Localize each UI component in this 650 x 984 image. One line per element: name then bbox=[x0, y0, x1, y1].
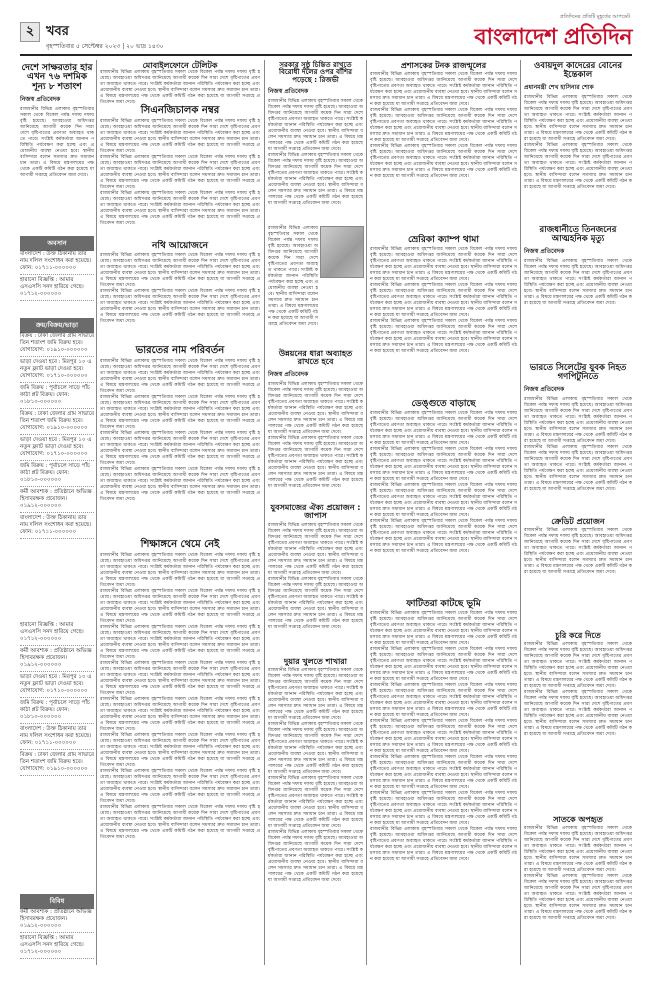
headline: ক্রেডিট প্রয়োজন bbox=[551, 517, 605, 526]
story-doors bbox=[268, 658, 363, 970]
article-body: রাজধানীর বিভিন্ন এলাকায় বৃহস্পতিবার সকাল থেকে বিকেল পর্যন্ত দফায় দফায় বৃষ্টি হয়েছে। আবহাওয়া অধিদপ্তর জানিয়েছে আগামী কয়েক দিন সারা দেশে বৃষ্টিপাতের প্রবণতা অব্যাহত থাকতে পারে। সংশ্লিষ্ট কর্মকর্তারা জানান পরিস্থিতি পর্যবেক্ষণ করা হচ্ছে এবং প্রয়োজনীয় ব্যবস্থা নেওয়া হবে। স্থানীয় বাসিন্দারা বলেন সমস্যার দ্রুত সমাধান চান তারা। এ বিষয়ে মন্ত্রণালয়ের পক্ষ থেকে একটি কমিটি গঠন করা হয়েছে যা আগামী সপ্তাহে প্রতিবেদন জমা দেবে। bbox=[100, 430, 260, 466]
headline: প্রশাসকের টনক রাজন্মূলের bbox=[400, 61, 487, 70]
story-education bbox=[100, 540, 260, 970]
story-three-deaths bbox=[524, 226, 632, 360]
article-body: রাজধানীর বিভিন্ন এলাকায় বৃহস্পতিবার সকাল থেকে বিকেল পর্যন্ত দফায় দফায় বৃষ্টি হয়েছে। আবহাওয়া অধিদপ্তর জানিয়েছে আগামী কয়েক দিন সারা দেশে বৃষ্টিপাতের প্রবণতা অব্যাহত থাকতে পারে। সংশ্লিষ্ট কর্মকর্তারা জানান পরিস্থিতি পর্যবেক্ষণ করা হচ্ছে এবং প্রয়োজনীয় ব্যবস্থা নেওয়া হবে। স্থানীয় বাসিন্দারা বলেন সমস্যার দ্রুত সমাধান চান তারা। এ বিষয়ে মন্ত্রণালয়ের পক্ষ থেকে একটি কমিটি গঠন করা হয়েছে যা আগামী সপ্তাহে প্রতিবেদন জমা দেবে। bbox=[100, 768, 260, 804]
article-body: রাজধানীর বিভিন্ন এলাকায় বৃহস্পতিবার সকাল থেকে বিকেল পর্যন্ত দফায় দফায় বৃষ্টি হয়েছে। আবহাওয়া অধিদপ্তর জানিয়েছে আগামী কয়েক দিন সারা দেশে বৃষ্টিপাতের প্রবণতা অব্যাহত থাকতে পারে। সংশ্লিষ্ট কর্মকর্তারা জানান পরিস্থিতি পর্যবেক্ষণ করা হচ্ছে এবং প্রয়োজনীয় ব্যবস্থা নেওয়া হবে। স্থানীয় বাসিন্দারা বলেন সমস্যার দ্রুত সমাধান চান তারা। এ বিষয়ে মন্ত্রণালয়ের পক্ষ থেকে একটি কমিটি গঠন করা হয়েছে যা আগামী সপ্তাহে প্রতিবেদন জমা দেবে। bbox=[370, 791, 517, 827]
article-body: রাজধানীর বিভিন্ন এলাকায় বৃহস্পতিবার সকাল থেকে বিকেল পর্যন্ত দফায় দফায় বৃষ্টি হয়েছে। আবহাওয়া অধিদপ্তর জানিয়েছে আগামী কয়েক দিন সারা দেশে বৃষ্টিপাতের প্রবণতা অব্যাহত থাকতে পারে। সংশ্লিষ্ট কর্মকর্তারা জানান পরিস্থিতি পর্যবেক্ষণ করা হচ্ছে এবং প্রয়োজনীয় ব্যবস্থা নেওয়া হবে। স্থানীয় বাসিন্দারা বলেন সমস্যার দ্রুত সমাধান চান তারা। এ বিষয়ে মন্ত্রণালয়ের পক্ষ থেকে একটি কমিটি গঠন করা হয়েছে যা আগামী সপ্তাহে প্রতিবেদন জমা দেবে। bbox=[524, 444, 632, 492]
article-body: রাজধানীর বিভিন্ন এলাকায় বৃহস্পতিবার সকাল থেকে বিকেল পর্যন্ত দফায় দফায় বৃষ্টি হয়েছে। আবহাওয়া অধিদপ্তর জানিয়েছে আগামী কয়েক দিন সারা দেশে বৃষ্টিপাতের প্রবণতা অব্যাহত থাকতে পারে। সংশ্লিষ্ট কর্মকর্তারা জানান পরিস্থিতি পর্যবেক্ষণ করা হচ্ছে এবং প্রয়োজনীয় ব্যবস্থা নেওয়া হবে। স্থানীয় বাসিন্দারা বলেন সমস্যার দ্রুত সমাধান চান তারা। এ বিষয়ে মন্ত্রণালয়ের পক্ষ থেকে একটি কমিটি গঠন করা হয়েছে যা আগামী সপ্তাহে প্রতিবেদন জমা দেবে। bbox=[100, 358, 260, 394]
classified-header: বিবিধ bbox=[20, 894, 94, 909]
article-body: রাজধানীর বিভিন্ন এলাকায় বৃহস্পতিবার সকাল থেকে বিকেল পর্যন্ত দফায় দফায় বৃষ্টি হয়েছে। আবহাওয়া অধিদপ্তর জানিয়েছে আগামী কয়েক দিন সারা দেশে বৃষ্টিপাতের প্রবণতা অব্যাহত থাকতে পারে। সংশ্লিষ্ট কর্মকর্তারা জানান পরিস্থিতি পর্যবেক্ষণ করা হচ্ছে এবং প্রয়োজনীয় ব্যবস্থা নেওয়া হবে। স্থানীয় বাসিন্দারা বলেন সমস্যার দ্রুত সমাধান চান তারা। এ বিষয়ে মন্ত্রণালয়ের পক্ষ থেকে একটি কমিটি গঠন করা হয়েছে যা আগামী সপ্তাহে প্রতিবেদন জমা দেবে। bbox=[524, 528, 632, 576]
column-divider bbox=[366, 60, 367, 965]
classified-ad: জমি বিক্রয় : পূর্বাচলে সাড়ে পাঁচ কাঠা প্লট বিক্রয়। ফোন: ০১৮১০-০০০০০০ bbox=[20, 385, 94, 409]
article-body: রাজধানীর বিভিন্ন এলাকায় বৃহস্পতিবার সকাল থেকে বিকেল পর্যন্ত দফায় দফায় বৃষ্টি হয়েছে। আবহাওয়া অধিদপ্তর জানিয়েছে আগামী কয়েক দিন সারা দেশে বৃষ্টিপাতের প্রবণতা অব্যাহত থাকতে পারে। সংশ্লিষ্ট কর্মকর্তারা জানান পরিস্থিতি পর্যবেক্ষণ করা হচ্ছে এবং প্রয়োজনীয় ব্যবস্থা নেওয়া হবে। স্থানীয় বাসিন্দারা বলেন সমস্যার দ্রুত সমাধান চান তারা। এ বিষয়ে মন্ত্রণালয়ের পক্ষ থেকে একটি কমিটি গঠন করা হয়েছে যা আগামী সপ্তাহে প্রতিবেদন জমা দেবে। bbox=[100, 660, 260, 696]
article-body: রাজধানীর বিভিন্ন এলাকায় বৃহস্পতিবার সকাল থেকে বিকেল পর্যন্ত দফায় দফায় বৃষ্টি হয়েছে। আবহাওয়া অধিদপ্তর জানিয়েছে আগামী কয়েক দিন সারা দেশে বৃষ্টিপাতের প্রবণতা অব্যাহত থাকতে পারে। সংশ্লিষ্ট কর্মকর্তারা জানান পরিস্থিতি পর্যবেক্ষণ করা হচ্ছে এবং প্রয়োজনীয় ব্যবস্থা নেওয়া হবে। স্থানীয় বাসিন্দারা বলেন সমস্যার দ্রুত সমাধান চান তারা। এ বিষয়ে মন্ত্রণালয়ের পক্ষ থেকে একটি কমিটি গঠন করা হয়েছে যা আগামী সপ্তাহে প্রতিবেদন জমা দেবে। bbox=[370, 827, 517, 863]
article-body: রাজধানীর বিভিন্ন এলাকায় বৃহস্পতিবার সকাল থেকে বিকেল পর্যন্ত দফায় দফায় বৃষ্টি হয়েছে। আবহাওয়া অধিদপ্তর জানিয়েছে আগামী কয়েক দিন সারা দেশে বৃষ্টিপাতের প্রবণতা অব্যাহত থাকতে পারে। সংশ্লিষ্ট কর্মকর্তারা জানান পরিস্থিতি পর্যবেক্ষণ করা হচ্ছে এবং প্রয়োজনীয় ব্যবস্থা নেওয়া হবে। স্থানীয় বাসিন্দারা বলেন সমস্যার দ্রুত সমাধান চান তারা। এ বিষয়ে মন্ত্রণালয়ের পক্ষ থেকে একটি কমিটি গঠন করা হয়েছে যা আগামী সপ্তাহে প্রতিবেদন জমা দেবে। bbox=[100, 624, 260, 660]
headline: সরকার সুষ্ঠু চিন্তিত রাখতে বিরোধী দলের ওপর বাঁশির পড়েছে : রিজভী bbox=[278, 61, 353, 84]
column-divider bbox=[96, 60, 97, 965]
story-admin bbox=[370, 62, 517, 232]
story-development bbox=[268, 350, 363, 500]
classified-ad: হারানো বিজ্ঞপ্তি : আমার এসএসসি সনদ হারিয়ে গেছে। ০১৭১২-০০০০০০ bbox=[20, 277, 94, 301]
article-body: রাজধানীর বিভিন্ন এলাকায় বৃহস্পতিবার সকাল থেকে বিকেল পর্যন্ত দফায় দফায় বৃষ্টি হয়েছে। আবহাওয়া অধিদপ্তর জানিয়েছে আগামী কয়েক দিন সারা দেশে বৃষ্টিপাতের প্রবণতা অব্যাহত থাকতে পারে। সংশ্লিষ্ট কর্মকর্তারা জানান পরিস্থিতি পর্যবেক্ষণ করা হচ্ছে এবং প্রয়োজনীয় ব্যবস্থা নেওয়া হবে। স্থানীয় বাসিন্দারা বলেন সমস্যার দ্রুত সমাধান চান তারা। এ বিষয়ে মন্ত্রণালয়ের পক্ষ থেকে একটি কমিটি গঠন করা হয়েছে যা আগামী সপ্তাহে প্রতিবেদন জমা দেবে। bbox=[370, 611, 517, 647]
headline: চুরি করে দিতে bbox=[555, 631, 601, 640]
brand-logo: বাংলাদেশ প্রতিদিন bbox=[474, 24, 632, 50]
headline: সিএনজিচালক নম্বর bbox=[140, 105, 220, 116]
article-body: রাজধানীর বিভিন্ন এলাকায় বৃহস্পতিবার সকাল থেকে বিকেল পর্যন্ত দফায় দফায় বৃষ্টি হয়েছে। আবহাওয়া অধিদপ্তর জানিয়েছে আগামী কয়েক দিন সারা দেশে বৃষ্টিপাতের প্রবণতা অব্যাহত থাকতে পারে। সংশ্লিষ্ট কর্মকর্তারা জানান পরিস্থিতি পর্যবেক্ষণ করা হচ্ছে এবং প্রয়োজনীয় ব্যবস্থা নেওয়া হবে। স্থানীয় বাসিন্দারা বলেন সমস্যার দ্রুত সমাধান চান তারা। এ বিষয়ে মন্ত্রণালয়ের পক্ষ থেকে একটি কমিটি গঠন করা হয়েছে যা আগামী সপ্তাহে প্রতিবেদন জমা দেবে। bbox=[370, 719, 517, 755]
classified-ad: কর্মী আবশ্যক : প্রতিষ্ঠানে অভিজ্ঞ হিসাবরক্ষক প্রয়োজন। ০১৯১২-০০০০০০ bbox=[20, 489, 94, 513]
classified-ad: বাংলাদেশ : উক্ত ঠিকানায় তার নাম দলিল সংশোধন করা হয়েছে। ফোন: ০১৭১১-০০০০০০ bbox=[20, 726, 94, 750]
article-body: রাজধানীর বিভিন্ন এলাকায় বৃহস্পতিবার সকাল থেকে বিকেল পর্যন্ত দফায় দফায় বৃষ্টি হয়েছে। আবহাওয়া অধিদপ্তর জানিয়েছে আগামী কয়েক দিন সারা দেশে বৃষ্টিপাতের প্রবণতা অব্যাহত থাকতে পারে। সংশ্লিষ্ট কর্মকর্তারা জানান পরিস্থিতি পর্যবেক্ষণ করা হচ্ছে এবং প্রয়োজনীয় ব্যবস্থা নেওয়া হবে। স্থানীয় বাসিন্দারা বলেন সমস্যার দ্রুত সমাধান চান তারা। এ বিষয়ে মন্ত্রণালয়ের পক্ষ থেকে একটি কমিটি গঠন করা হয়েছে যা আগামী সপ্তাহে প্রতিবেদন জমা দেবে। bbox=[268, 226, 318, 327]
article-body: রাজধানীর বিভিন্ন এলাকায় বৃহস্পতিবার সকাল থেকে বিকেল পর্যন্ত দফায় দফায় বৃষ্টি হয়েছে। আবহাওয়া অধিদপ্তর জানিয়েছে আগামী কয়েক দিন সারা দেশে বৃষ্টিপাতের প্রবণতা অব্যাহত থাকতে পারে। সংশ্লিষ্ট কর্মকর্তারা জানান পরিস্থিতি পর্যবেক্ষণ করা হচ্ছে এবং প্রয়োজনীয় ব্যবস্থা নেওয়া হবে। স্থানীয় বাসিন্দারা বলেন সমস্যার দ্রুত সমাধান চান তারা। এ বিষয়ে মন্ত্রণালয়ের পক্ষ থেকে একটি কমিটি গঠন করা হয়েছে যা আগামী সপ্তাহে প্রতিবেদন জমা দেবে। bbox=[100, 466, 260, 502]
story-youth bbox=[268, 504, 363, 654]
story-rizvi bbox=[268, 62, 363, 222]
headline: দুয়ার খুলতে শাখারা bbox=[284, 657, 347, 666]
classified-ad: জমি বিক্রয় : পূর্বাচলে সাড়ে পাঁচ কাঠা প্লট বিক্রয়। ফোন: ০১৮১০-০০০০০০ bbox=[20, 700, 94, 724]
headline: ভারতে সিলেটের যুবক নিহত গণপিটুনিতে bbox=[529, 363, 627, 382]
article-body: রাজধানীর বিভিন্ন এলাকায় বৃহস্পতিবার সকাল থেকে বিকেল পর্যন্ত দফায় দফায় বৃষ্টি হয়েছে। আবহাওয়া অধিদপ্তর জানিয়েছে আগামী কয়েক দিন সারা দেশে বৃষ্টিপাতের প্রবণতা অব্যাহত থাকতে পারে। সংশ্লিষ্ট কর্মকর্তারা জানান পরিস্থিতি পর্যবেক্ষণ করা হচ্ছে এবং প্রয়োজনীয় ব্যবস্থা নেওয়া হবে। স্থানীয় বাসিন্দারা বলেন সমস্যার দ্রুত সমাধান চান তারা। এ বিষয়ে মন্ত্রণালয়ের পক্ষ থেকে একটি কমিটি গঠন করা হয়েছে যা আগামী সপ্তাহে প্রতিবেদন জমা দেবে। bbox=[370, 519, 517, 555]
headline: ভ্রেরিকা ক্যাম্প থামা bbox=[408, 235, 479, 245]
article-body: রাজধানীর বিভিন্ন এলাকায় বৃহস্পতিবার সকাল থেকে বিকেল পর্যন্ত দফায় দফায় বৃষ্টি হয়েছে। আবহাওয়া অধিদপ্তর জানিয়েছে আগামী কয়েক দিন সারা দেশে বৃষ্টিপাতের প্রবণতা অব্যাহত থাকতে পারে। সংশ্লিষ্ট কর্মকর্তারা জানান পরিস্থিতি পর্যবেক্ষণ করা হচ্ছে এবং প্রয়োজনীয় ব্যবস্থা নেওয়া হবে। স্থানীয় বাসিন্দারা বলেন সমস্যার দ্রুত সমাধান চান তারা। এ বিষয়ে মন্ত্রণালয়ের পক্ষ থেকে একটি কমিটি গঠন করা হয়েছে যা আগামী সপ্তাহে প্রতিবেদন জমা দেবে। bbox=[524, 396, 632, 444]
classified-ad: কর্মী আবশ্যক : প্রতিষ্ঠানে অভিজ্ঞ হিসাবরক্ষক প্রয়োজন। ০১৯১২-০০০০০০ bbox=[20, 909, 94, 933]
byline: নিজস্ব প্রতিবেদক bbox=[524, 247, 565, 255]
column-divider bbox=[264, 60, 265, 965]
byline: নিজস্ব প্রতিবেদক bbox=[20, 96, 61, 104]
headline: ফাটিতরা কাটছে ভূমি bbox=[406, 599, 481, 609]
classified-ad: বাংলাদেশ : উক্ত ঠিকানায় তার নাম দলিল সংশোধন করা হয়েছে। ফোন: ০১৭১১-০০০০০০ bbox=[20, 515, 94, 539]
story-arrangement bbox=[100, 242, 260, 342]
headline: সাতকে অপহৃত bbox=[553, 815, 603, 824]
byline: নিজস্ব প্রতিবেদক bbox=[268, 88, 309, 96]
headline: ওবায়দুল কাদেরের বোনের ইন্তেকাল bbox=[533, 61, 623, 80]
article-body: রাজধানীর বিভিন্ন এলাকায় বৃহস্পতিবার সকাল থেকে বিকেল পর্যন্ত দফায় দফায় বৃষ্টি হয়েছে। আবহাওয়া অধিদপ্তর জানিয়েছে আগামী কয়েক দিন সারা দেশে বৃষ্টিপাতের প্রবণতা অব্যাহত থাকতে পারে। সংশ্লিষ্ট কর্মকর্তারা জানান পরিস্থিতি পর্যবেক্ষণ করা হচ্ছে এবং প্রয়োজনীয় ব্যবস্থা নেওয়া হবে। স্থানীয় বাসিন্দারা বলেন সমস্যার দ্রুত সমাধান চান তারা। এ বিষয়ে মন্ত্রণালয়ের পক্ষ থেকে একটি কমিটি গঠন করা হয়েছে যা আগামী সপ্তাহে প্রতিবেদন জমা দেবে। bbox=[524, 826, 632, 874]
classified-ad: বিক্রয় : ঢাকা জেলার গ্রাম সাভারে তিন শতাংশ জমি বিক্রয় হবে। যোগাযোগ: ০১৯১০-০০০০০০ bbox=[20, 333, 94, 357]
article-body: রাজধানীর বিভিন্ন এলাকায় বৃহস্পতিবার সকাল থেকে বিকেল পর্যন্ত দফায় দফায় বৃষ্টি হয়েছে। আবহাওয়া অধিদপ্তর জানিয়েছে আগামী কয়েক দিন সারা দেশে বৃষ্টিপাতের প্রবণতা অব্যাহত থাকতে পারে। সংশ্লিষ্ট কর্মকর্তারা জানান পরিস্থিতি পর্যবেক্ষণ করা হচ্ছে এবং প্রয়োজনীয় ব্যবস্থা নেওয়া হবে। স্থানীয় বাসিন্দারা বলেন সমস্যার দ্রুত সমাধান চান তারা। এ বিষয়ে মন্ত্রণালয়ের পক্ষ থেকে একটি কমিটি গঠন করা হয়েছে যা আগামী সপ্তাহে প্রতিবেদন জমা দেবে। bbox=[268, 722, 363, 776]
article-body: রাজধানীর বিভিন্ন এলাকায় বৃহস্পতিবার সকাল থেকে বিকেল পর্যন্ত দফায় দফায় বৃষ্টি হয়েছে। আবহাওয়া অধিদপ্তর জানিয়েছে আগামী কয়েক দিন সারা দেশে বৃষ্টিপাতের প্রবণতা অব্যাহত থাকতে পারে। সংশ্লিষ্ট কর্মকর্তারা জানান পরিস্থিতি পর্যবেক্ষণ করা হচ্ছে এবং প্রয়োজনীয় ব্যবস্থা নেওয়া হবে। স্থানীয় বাসিন্দারা বলেন সমস্যার দ্রুত সমাধান চান তারা। এ বিষয়ে মন্ত্রণালয়ের পক্ষ থেকে একটি কমিটি গঠন করা হয়েছে যা আগামী সপ্তাহে প্রতিবেদন জমা দেবে। bbox=[524, 142, 632, 190]
article-body: রাজধানীর বিভিন্ন এলাকায় বৃহস্পতিবার সকাল থেকে বিকেল পর্যন্ত দফায় দফায় বৃষ্টি হয়েছে। আবহাওয়া অধিদপ্তর জানিয়েছে আগামী কয়েক দিন সারা দেশে বৃষ্টিপাতের প্রবণতা অব্যাহত থাকতে পারে। সংশ্লিষ্ট কর্মকর্তারা জানান পরিস্থিতি পর্যবেক্ষণ করা হচ্ছে এবং প্রয়োজনীয় ব্যবস্থা নেওয়া হবে। স্থানীয় বাসিন্দারা বলেন সমস্যার দ্রুত সমাধান চান তারা। এ বিষয়ে মন্ত্রণালয়ের পক্ষ থেকে একটি কমিটি গঠন করা হয়েছে যা আগামী সপ্তাহে প্রতিবেদন জমা দেবে। bbox=[268, 776, 363, 830]
article-body: রাজধানীর বিভিন্ন এলাকায় বৃহস্পতিবার সকাল থেকে বিকেল পর্যন্ত দফায় দফায় বৃষ্টি হয়েছে। আবহাওয়া অধিদপ্তর জানিয়েছে আগামী কয়েক দিন সারা দেশে বৃষ্টিপাতের প্রবণতা অব্যাহত থাকতে পারে। সংশ্লিষ্ট কর্মকর্তারা জানান পরিস্থিতি পর্যবেক্ষণ করা হচ্ছে এবং প্রয়োজনীয় ব্যবস্থা নেওয়া হবে। স্থানীয় বাসিন্দারা বলেন সমস্যার দ্রুত সমাধান চান তারা। এ বিষয়ে মন্ত্রণালয়ের পক্ষ থেকে একটি কমিটি গঠন করা হয়েছে যা আগামী সপ্তাহে প্রতিবেদন জমা দেবে। bbox=[100, 70, 260, 106]
article-body: রাজধানীর বিভিন্ন এলাকায় বৃহস্পতিবার সকাল থেকে বিকেল পর্যন্ত দফায় দফায় বৃষ্টি হয়েছে। আবহাওয়া অধিদপ্তর জানিয়েছে আগামী কয়েক দিন সারা দেশে বৃষ্টিপাতের প্রবণতা অব্যাহত থাকতে পারে। সংশ্লিষ্ট কর্মকর্তারা জানান পরিস্থিতি পর্যবেক্ষণ করা হচ্ছে এবং প্রয়োজনীয় ব্যবস্থা নেওয়া হবে। স্থানীয় বাসিন্দারা বলেন সমস্যার দ্রুত সমাধান চান তারা। এ বিষয়ে মন্ত্রণালয়ের পক্ষ থেকে একটি কমিটি গঠন করা হয়েছে যা আগামী সপ্তাহে প্রতিবেদন জমা দেবে। bbox=[370, 411, 517, 447]
article-body: রাজধানীর বিভিন্ন এলাকায় বৃহস্পতিবার সকাল থেকে বিকেল পর্যন্ত দফায় দফায় বৃষ্টি হয়েছে। আবহাওয়া অধিদপ্তর জানিয়েছে আগামী কয়েক দিন সারা দেশে বৃষ্টিপাতের প্রবণতা অব্যাহত থাকতে পারে। সংশ্লিষ্ট কর্মকর্তারা জানান পরিস্থিতি পর্যবেক্ষণ করা হচ্ছে এবং প্রয়োজনীয় ব্যবস্থা নেওয়া হবে। স্থানীয় বাসিন্দারা বলেন সমস্যার দ্রুত সমাধান চান তারা। এ বিষয়ে মন্ত্রণালয়ের পক্ষ থেকে একটি কমিটি গঠন করা হয়েছে যা আগামী সপ্তাহে প্রতিবেদন জমা দেবে। bbox=[370, 319, 517, 355]
article-body: রাজধানীর বিভিন্ন এলাকায় বৃহস্পতিবার সকাল থেকে বিকেল পর্যন্ত দফায় দফায় বৃষ্টি হয়েছে। আবহাওয়া অধিদপ্তর জানিয়েছে আগামী কয়েক দিন সারা দেশে বৃষ্টিপাতের প্রবণতা অব্যাহত থাকতে পারে। সংশ্লিষ্ট কর্মকর্তারা জানান পরিস্থিতি পর্যবেক্ষণ করা হচ্ছে এবং প্রয়োজনীয় ব্যবস্থা নেওয়া হবে। স্থানীয় বাসিন্দারা বলেন সমস্যার দ্রুত সমাধান চান তারা। এ বিষয়ে মন্ত্রণালয়ের পক্ষ থেকে একটি কমিটি গঠন করা হয়েছে যা আগামী সপ্তাহে প্রতিবেদন জমা দেবে। bbox=[370, 647, 517, 683]
dateline: বৃহস্পতিবার ৫ সেপ্টেম্বর ২০২৩ | ২০ ভাদ্র ১৪৩০ bbox=[46, 43, 164, 50]
classified-ad: জমি বিক্রয় : পূর্বাচলে সাড়ে পাঁচ কাঠা প্লট বিক্রয়। ফোন: ০১৮১০-০০০০০০ bbox=[20, 463, 94, 487]
byline: প্রধানমন্ত্রী শেখ হাসিনার শোক bbox=[524, 83, 594, 91]
portrait-photo bbox=[320, 226, 364, 278]
article-body: রাজধানীর বিভিন্ন এলাকায় বৃহস্পতিবার সকাল থেকে বিকেল পর্যন্ত দফায় দফায় বৃষ্টি হয়েছে। আবহাওয়া অধিদপ্তর জানিয়েছে আগামী কয়েক দিন সারা দেশে বৃষ্টিপাতের প্রবণতা অব্যাহত থাকতে পারে। সংশ্লিষ্ট কর্মকর্তারা জানান পরিস্থিতি পর্যবেক্ষণ করা হচ্ছে এবং প্রয়োজনীয় ব্যবস্থা নেওয়া হবে। স্থানীয় বাসিন্দারা বলেন সমস্যার দ্রুত সমাধান চান তারা। এ বিষয়ে মন্ত্রণালয়ের পক্ষ থেকে একটি কমিটি গঠন করা হয়েছে যা আগামী সপ্তাহে প্রতিবেদন জমা দেবে। bbox=[524, 874, 632, 922]
headline: নথি আয়োজনে bbox=[152, 241, 208, 251]
article-body: রাজধানীর বিভিন্ন এলাকায় বৃহস্পতিবার সকাল থেকে বিকেল পর্যন্ত দফায় দফায় বৃষ্টি হয়েছে। আবহাওয়া অধিদপ্তর জানিয়েছে আগামী কয়েক দিন সারা দেশে বৃষ্টিপাতের প্রবণতা অব্যাহত থাকতে পারে। সংশ্লিষ্ট কর্মকর্তারা জানান পরিস্থিতি পর্যবেক্ষণ করা হচ্ছে এবং প্রয়োজনীয় ব্যবস্থা নেওয়া হবে। স্থানীয় বাসিন্দারা বলেন সমস্যার দ্রুত সমাধান চান তারা। এ বিষয়ে মন্ত্রণালয়ের পক্ষ থেকে একটি কমিটি গঠন করা হয়েছে যা আগামী সপ্তাহে প্রতিবেদন জমা দেবে। bbox=[100, 732, 260, 768]
headline: শিক্ষাঙ্গনে থেমে নেই bbox=[140, 539, 220, 550]
article-body: রাজধানীর বিভিন্ন এলাকায় বৃহস্পতিবার সকাল থেকে বিকেল পর্যন্ত দফায় দফায় বৃষ্টি হয়েছে। আবহাওয়া অধিদপ্তর জানিয়েছে আগামী কয়েক দিন সারা দেশে বৃষ্টিপাতের প্রবণতা অব্যাহত থাকতে পারে। সংশ্লিষ্ট কর্মকর্তারা জানান পরিস্থিতি পর্যবেক্ষণ করা হচ্ছে এবং প্রয়োজনীয় ব্যবস্থা নেওয়া হবে। স্থানীয় বাসিন্দারা বলেন সমস্যার দ্রুত সমাধান চান তারা। এ বিষয়ে মন্ত্রণালয়ের পক্ষ থেকে একটি কমিটি গঠন করা হয়েছে যা আগামী সপ্তাহে প্রতিবেদন জমা দেবে। bbox=[268, 99, 363, 153]
article-body: রাজধানীর বিভিন্ন এলাকায় বৃহস্পতিবার সকাল থেকে বিকেল পর্যন্ত দফায় দফায় বৃষ্টি হয়েছে। আবহাওয়া অধিদপ্তর জানিয়েছে আগামী কয়েক দিন সারা দেশে বৃষ্টিপাতের প্রবণতা অব্যাহত থাকতে পারে। সংশ্লিষ্ট কর্মকর্তারা জানান পরিস্থিতি পর্যবেক্ষণ করা হচ্ছে এবং প্রয়োজনীয় ব্যবস্থা নেওয়া হবে। স্থানীয় বাসিন্দারা বলেন সমস্যার দ্রুত সমাধান চান তারা। এ বিষয়ে মন্ত্রণালয়ের পক্ষ থেকে একটি কমিটি গঠন করা হয়েছে যা আগামী সপ্তাহে প্রতিবেদন জমা দেবে। bbox=[524, 642, 632, 690]
article-body: রাজধানীর বিভিন্ন এলাকায় বৃহস্পতিবার সকাল থেকে বিকেল পর্যন্ত দফায় দফায় বৃষ্টি হয়েছে। আবহাওয়া অধিদপ্তর জানিয়েছে আগামী কয়েক দিন সারা দেশে বৃষ্টিপাতের প্রবণতা অব্যাহত থাকতে পারে। সংশ্লিষ্ট কর্মকর্তারা জানান পরিস্থিতি পর্যবেক্ষণ করা হচ্ছে এবং প্রয়োজনীয় ব্যবস্থা নেওয়া হবে। স্থানীয় বাসিন্দারা বলেন সমস্যার দ্রুত সমাধান চান তারা। এ বিষয়ে মন্ত্রণালয়ের পক্ষ থেকে একটি কমিটি গঠন করা হয়েছে যা আগামী সপ্তাহে প্রতিবেদন জমা দেবে। bbox=[100, 394, 260, 430]
story-teletalk bbox=[100, 61, 260, 106]
article-body: রাজধানীর বিভিন্ন এলাকায় বৃহস্পতিবার সকাল থেকে বিকেল পর্যন্ত দফায় দফায় বৃষ্টি হয়েছে। আবহাওয়া অধিদপ্তর জানিয়েছে আগামী কয়েক দিন সারা দেশে বৃষ্টিপাতের প্রবণতা অব্যাহত থাকতে পারে। সংশ্লিষ্ট কর্মকর্তারা জানান পরিস্থিতি পর্যবেক্ষণ করা হচ্ছে এবং প্রয়োজনীয় ব্যবস্থা নেওয়া হবে। স্থানীয় বাসিন্দারা বলেন সমস্যার দ্রুত সমাধান চান তারা। এ বিষয়ে মন্ত্রণালয়ের পক্ষ থেকে একটি কমিটি গঠন করা হয়েছে যা আগামী সপ্তাহে প্রতিবেদন জমা দেবে। bbox=[370, 72, 517, 108]
story-india-name bbox=[100, 346, 260, 536]
headline: ডেঙ্গুতে বাড়াছে bbox=[411, 399, 476, 409]
story-camp bbox=[370, 236, 517, 396]
article-body: রাজধানীর বিভিন্ন এলাকায় বৃহস্পতিবার সকাল থেকে বিকেল পর্যন্ত দফায় দফায় বৃষ্টি হয়েছে। আবহাওয়া অধিদপ্তর জানিয়েছে আগামী কয়েক দিন সারা দেশে বৃষ্টিপাতের প্রবণতা অব্যাহত থাকতে পারে। সংশ্লিষ্ট কর্মকর্তারা জানান পরিস্থিতি পর্যবেক্ষণ করা হচ্ছে এবং প্রয়োজনীয় ব্যবস্থা নেওয়া হবে। স্থানীয় বাসিন্দারা বলেন সমস্যার দ্রুত সমাধান চান তারা। এ বিষয়ে মন্ত্রণালয়ের পক্ষ থেকে একটি কমিটি গঠন করা হয়েছে যা আগামী সপ্তাহে প্রতিবেদন জমা দেবে। bbox=[370, 683, 517, 719]
story-kidnap bbox=[524, 816, 632, 970]
story-sylhet-youth bbox=[524, 364, 632, 514]
article-body: রাজধানীর বিভিন্ন এলাকায় বৃহস্পতিবার সকাল থেকে বিকেল পর্যন্ত দফায় দফায় বৃষ্টি হয়েছে। আবহাওয়া অধিদপ্তর জানিয়েছে আগামী কয়েক দিন সারা দেশে বৃষ্টিপাতের প্রবণতা অব্যাহত থাকতে পারে। সংশ্লিষ্ট কর্মকর্তারা জানান পরিস্থিতি পর্যবেক্ষণ করা হচ্ছে এবং প্রয়োজনীয় ব্যবস্থা নেওয়া হবে। স্থানীয় বাসিন্দারা বলেন সমস্যার দ্রুত সমাধান চান তারা। এ বিষয়ে মন্ত্রণালয়ের পক্ষ থেকে একটি কমিটি গঠন করা হয়েছে যা আগামী সপ্তাহে প্রতিবেদন জমা দেবে। bbox=[268, 435, 363, 489]
classified-ad: ভাড়া দেওয়া হবে : মিরপুর ১০ এ নতুন ফ্ল্যাট ভাড়া দেওয়া হবে। যোগাযোগ: ০১৭১০-০০০০০০ bbox=[20, 437, 94, 461]
classified-section-1 bbox=[20, 236, 94, 316]
article-body: রাজধানীর বিভিন্ন এলাকায় বৃহস্পতিবার সকাল থেকে বিকেল পর্যন্ত দফায় দফায় বৃষ্টি হয়েছে। আবহাওয়া অধিদপ্তর জানিয়েছে আগামী কয়েক দিন সারা দেশে বৃষ্টিপাতের প্রবণতা অব্যাহত থাকতে পারে। সংশ্লিষ্ট কর্মকর্তারা জানান পরিস্থিতি পর্যবেক্ষণ করা হচ্ছে এবং প্রয়োজনীয় ব্যবস্থা নেওয়া হবে। স্থানীয় বাসিন্দারা বলেন সমস্যার দ্রুত সমাধান চান তারা। এ বিষয়ে মন্ত্রণালয়ের পক্ষ থেকে একটি কমিটি গঠন করা হয়েছে যা আগামী সপ্তাহে প্রতিবেদন জমা দেবে। bbox=[100, 588, 260, 624]
article-body: রাজধানীর বিভিন্ন এলাকায় বৃহস্পতিবার সকাল থেকে বিকেল পর্যন্ত দফায় দফায় বৃষ্টি হয়েছে। আবহাওয়া অধিদপ্তর জানিয়েছে আগামী কয়েক দিন সারা দেশে বৃষ্টিপাতের প্রবণতা অব্যাহত থাকতে পারে। সংশ্লিষ্ট কর্মকর্তারা জানান পরিস্থিতি পর্যবেক্ষণ করা হচ্ছে এবং প্রয়োজনীয় ব্যবস্থা নেওয়া হবে। স্থানীয় বাসিন্দারা বলেন সমস্যার দ্রুত সমাধান চান তারা। এ বিষয়ে মন্ত্রণালয়ের পক্ষ থেকে একটি কমিটি গঠন করা হয়েছে যা আগামী সপ্তাহে প্রতিবেদন জমা দেবে। bbox=[370, 247, 517, 283]
article-body: রাজধানীর বিভিন্ন এলাকায় বৃহস্পতিবার সকাল থেকে বিকেল পর্যন্ত দফায় দফায় বৃষ্টি হয়েছে। আবহাওয়া অধিদপ্তর জানিয়েছে আগামী কয়েক দিন সারা দেশে বৃষ্টিপাতের প্রবণতা অব্যাহত থাকতে পারে। সংশ্লিষ্ট কর্মকর্তারা জানান পরিস্থিতি পর্যবেক্ষণ করা হচ্ছে এবং প্রয়োজনীয় ব্যবস্থা নেওয়া হবে। স্থানীয় বাসিন্দারা বলেন সমস্যার দ্রুত সমাধান চান তারা। এ বিষয়ে মন্ত্রণালয়ের পক্ষ থেকে একটি কমিটি গঠন করা হয়েছে যা আগামী সপ্তাহে প্রতিবেদন জমা দেবে। bbox=[100, 154, 260, 190]
article-body: রাজধানীর বিভিন্ন এলাকায় বৃহস্পতিবার সকাল থেকে বিকেল পর্যন্ত দফায় দফায় বৃষ্টি হয়েছে। আবহাওয়া অধিদপ্তর জানিয়েছে আগামী কয়েক দিন সারা দেশে বৃষ্টিপাতের প্রবণতা অব্যাহত থাকতে পারে। সংশ্লিষ্ট কর্মকর্তারা জানান পরিস্থিতি পর্যবেক্ষণ করা হচ্ছে এবং প্রয়োজনীয় ব্যবস্থা নেওয়া হবে। স্থানীয় বাসিন্দারা বলেন সমস্যার দ্রুত সমাধান চান তারা। এ বিষয়ে মন্ত্রণালয়ের পক্ষ থেকে একটি কমিটি গঠন করা হয়েছে যা আগামী সপ্তাহে প্রতিবেদন জমা দেবে। bbox=[100, 696, 260, 732]
classified-ad: হারানো বিজ্ঞপ্তি : আমার এসএসসি সনদ হারিয়ে গেছে। ০১৭১২-০০০০০০ bbox=[20, 622, 94, 646]
article-body: রাজধানীর বিভিন্ন এলাকায় বৃহস্পতিবার সকাল থেকে বিকেল পর্যন্ত দফায় দফায় বৃষ্টি হয়েছে। আবহাওয়া অধিদপ্তর জানিয়েছে আগামী কয়েক দিন সারা দেশে বৃষ্টিপাতের প্রবণতা অব্যাহত থাকতে পারে। সংশ্লিষ্ট কর্মকর্তারা জানান পরিস্থিতি পর্যবেক্ষণ করা হচ্ছে এবং প্রয়োজনীয় ব্যবস্থা নেওয়া হবে। স্থানীয় বাসিন্দারা বলেন সমস্যার দ্রুত সমাধান চান তারা। এ বিষয়ে মন্ত্রণালয়ের পক্ষ থেকে একটি কমিটি গঠন করা হয়েছে যা আগামী সপ্তাহে প্রতিবেদন জমা দেবে। bbox=[268, 381, 363, 435]
classified-ad: হারানো বিজ্ঞপ্তি : আমার এসএসসি সনদ হারিয়ে গেছে। ০১৭১২-০০০০০০ bbox=[20, 935, 94, 959]
classified-ad: ভাড়া দেওয়া হবে : মিরপুর ১০ এ নতুন ফ্ল্যাট ভাড়া দেওয়া হবে। যোগাযোগ: ০১৭১০-০০০০০০ bbox=[20, 359, 94, 383]
article-body: রাজধানীর বিভিন্ন এলাকায় বৃহস্পতিবার সকাল থেকে বিকেল পর্যন্ত দফায় দফায় বৃষ্টি হয়েছে। আবহাওয়া অধিদপ্তর জানিয়েছে আগামী কয়েক দিন সারা দেশে বৃষ্টিপাতের প্রবণতা অব্যাহত থাকতে পারে। সংশ্লিষ্ট কর্মকর্তারা জানান পরিস্থিতি পর্যবেক্ষণ করা হচ্ছে এবং প্রয়োজনীয় ব্যবস্থা নেওয়া হবে। স্থানীয় বাসিন্দারা বলেন সমস্যার দ্রুত সমাধান চান তারা। এ বিষয়ে মন্ত্রণালয়ের পক্ষ থেকে একটি কমিটি গঠন করা হয়েছে যা আগামী সপ্তাহে প্রতিবেদন জমা দেবে। bbox=[370, 283, 517, 319]
article-body: রাজধানীর বিভিন্ন এলাকায় বৃহস্পতিবার সকাল থেকে বিকেল পর্যন্ত দফায় দফায় বৃষ্টি হয়েছে। আবহাওয়া অধিদপ্তর জানিয়েছে আগামী কয়েক দিন সারা দেশে বৃষ্টিপাতের প্রবণতা অব্যাহত থাকতে পারে। সংশ্লিষ্ট কর্মকর্তারা জানান পরিস্থিতি পর্যবেক্ষণ করা হচ্ছে এবং প্রয়োজনীয় ব্যবস্থা নেওয়া হবে। স্থানীয় বাসিন্দারা বলেন সমস্যার দ্রুত সমাধান চান তারা। এ বিষয়ে মন্ত্রণালয়ের পক্ষ থেকে একটি কমিটি গঠন করা হয়েছে যা আগামী সপ্তাহে প্রতিবেদন জমা দেবে। bbox=[100, 118, 260, 154]
article-body: রাজধানীর বিভিন্ন এলাকায় বৃহস্পতিবার সকাল থেকে বিকেল পর্যন্ত দফায় দফায় বৃষ্টি হয়েছে। আবহাওয়া অধিদপ্তর জানিয়েছে আগামী কয়েক দিন সারা দেশে বৃষ্টিপাতের প্রবণতা অব্যাহত থাকতে পারে। সংশ্লিষ্ট কর্মকর্তারা জানান পরিস্থিতি পর্যবেক্ষণ করা হচ্ছে এবং প্রয়োজনীয় ব্যবস্থা নেওয়া হবে। স্থানীয় বাসিন্দারা বলেন সমস্যার দ্রুত সমাধান চান তারা। এ বিষয়ে মন্ত্রণালয়ের পক্ষ থেকে একটি কমিটি গঠন করা হয়েছে যা আগামী সপ্তাহে প্রতিবেদন জমা দেবে। bbox=[100, 289, 260, 325]
section-title: খবর bbox=[46, 24, 69, 39]
story-dengue bbox=[370, 400, 517, 595]
column-divider bbox=[520, 60, 521, 965]
article-body: রাজধানীর বিভিন্ন এলাকায় বৃহস্পতিবার সকাল থেকে বিকেল পর্যন্ত দফায় দফায় বৃষ্টি হয়েছে। আবহাওয়া অধিদপ্তর জানিয়েছে আগামী কয়েক দিন সারা দেশে বৃষ্টিপাতের প্রবণতা অব্যাহত থাকতে পারে। সংশ্লিষ্ট কর্মকর্তারা জানান পরিস্থিতি পর্যবেক্ষণ করা হচ্ছে এবং প্রয়োজনীয় ব্যবস্থা নেওয়া হবে। স্থানীয় বাসিন্দারা বলেন সমস্যার দ্রুত সমাধান চান তারা। এ বিষয়ে মন্ত্রণালয়ের পক্ষ থেকে একটি কমিটি গঠন করা হয়েছে যা আগামী সপ্তাহে প্রতিবেদন জমা দেবে। bbox=[100, 253, 260, 289]
article-body: রাজধানীর বিভিন্ন এলাকায় বৃহস্পতিবার সকাল থেকে বিকেল পর্যন্ত দফায় দফায় বৃষ্টি হয়েছে। আবহাওয়া অধিদপ্তর জানিয়েছে আগামী কয়েক দিন সারা দেশে বৃষ্টিপাতের প্রবণতা অব্যাহত থাকতে পারে। সংশ্লিষ্ট কর্মকর্তারা জানান পরিস্থিতি পর্যবেক্ষণ করা হচ্ছে এবং প্রয়োজনীয় ব্যবস্থা নেওয়া হবে। স্থানীয় বাসিন্দারা বলেন সমস্যার দ্রুত সমাধান চান তারা। এ বিষয়ে মন্ত্রণালয়ের পক্ষ থেকে একটি কমিটি গঠন করা হয়েছে যা আগামী সপ্তাহে প্রতিবেদন জমা দেবে। bbox=[100, 804, 260, 840]
headline: রাজধানীতে তিনজনের আত্মহনিক মৃত্যু bbox=[539, 225, 617, 244]
story-cng bbox=[100, 106, 260, 238]
byline: নিজস্ব প্রতিবেদক bbox=[524, 385, 565, 393]
article-body: রাজধানীর বিভিন্ন এলাকায় বৃহস্পতিবার সকাল থেকে বিকেল পর্যন্ত দফায় দফায় বৃষ্টি হয়েছে। আবহাওয়া অধিদপ্তর জানিয়েছে আগামী কয়েক দিন সারা দেশে বৃষ্টিপাতের প্রবণতা অব্যাহত থাকতে পারে। সংশ্লিষ্ট কর্মকর্তারা জানান পরিস্থিতি পর্যবেক্ষণ করা হচ্ছে এবং প্রয়োজনীয় ব্যবস্থা নেওয়া হবে। স্থানীয় বাসিন্দারা বলেন সমস্যার দ্রুত সমাধান চান তারা। এ বিষয়ে মন্ত্রণালয়ের পক্ষ থেকে একটি কমিটি গঠন করা হয়েছে যা আগামী সপ্তাহে প্রতিবেদন জমা দেবে। bbox=[524, 94, 632, 142]
classified-section-2 bbox=[20, 318, 94, 618]
article-body: রাজধানীর বিভিন্ন এলাকায় বৃহস্পতিবার সকাল থেকে বিকেল পর্যন্ত দফায় দফায় বৃষ্টি হয়েছে। আবহাওয়া অধিদপ্তর জানিয়েছে আগামী কয়েক দিন সারা দেশে বৃষ্টিপাতের প্রবণতা অব্যাহত থাকতে পারে। সংশ্লিষ্ট কর্মকর্তারা জানান পরিস্থিতি পর্যবেক্ষণ করা হচ্ছে এবং প্রয়োজনীয় ব্যবস্থা নেওয়া হবে। স্থানীয় বাসিন্দারা বলেন সমস্যার দ্রুত সমাধান চান তারা। এ বিষয়ে মন্ত্রণালয়ের পক্ষ থেকে একটি কমিটি গঠন করা হয়েছে যা আগামী সপ্তাহে প্রতিবেদন জমা দেবে। bbox=[370, 755, 517, 791]
article-body: রাজধানীর বিভিন্ন এলাকায় বৃহস্পতিবার সকাল থেকে বিকেল পর্যন্ত দফায় দফায় বৃষ্টি হয়েছে। আবহাওয়া অধিদপ্তর জানিয়েছে আগামী কয়েক দিন সারা দেশে বৃষ্টিপাতের প্রবণতা অব্যাহত থাকতে পারে। সংশ্লিষ্ট কর্মকর্তারা জানান পরিস্থিতি পর্যবেক্ষণ করা হচ্ছে এবং প্রয়োজনীয় ব্যবস্থা নেওয়া হবে। স্থানীয় বাসিন্দারা বলেন সমস্যার দ্রুত সমাধান চান তারা। এ বিষয়ে মন্ত্রণালয়ের পক্ষ থেকে একটি কমিটি গঠন করা হয়েছে যা আগামী সপ্তাহে প্রতিবেদন জমা দেবে। bbox=[524, 690, 632, 738]
classified-ad: বাংলাদেশ : উক্ত ঠিকানায় তার নাম দলিল সংশোধন করা হয়েছে। ফোন: ০১৭১১-০০০০০০ bbox=[20, 251, 94, 275]
headline: দেশে সাক্ষরতার হার এখন ৭৬ দশমিক শূন্য ৮ শতাংশ bbox=[21, 63, 93, 92]
classified-ad: বিক্রয় : ঢাকা জেলার গ্রাম সাভারে তিন শতাংশ জমি বিক্রয় হবে। যোগাযোগ: ০১৯১০-০০০০০০ bbox=[20, 411, 94, 435]
classified-section-3 bbox=[20, 622, 94, 892]
article-body: রাজধানীর বিভিন্ন এলাকায় বৃহস্পতিবার সকাল থেকে বিকেল পর্যন্ত দফায় দফায় বৃষ্টি হয়েছে। আবহাওয়া অধিদপ্তর জানিয়েছে আগামী কয়েক দিন সারা দেশে বৃষ্টিপাতের প্রবণতা অব্যাহত থাকতে পারে। সংশ্লিষ্ট কর্মকর্তারা জানান পরিস্থিতি পর্যবেক্ষণ করা হচ্ছে এবং প্রয়োজনীয় ব্যবস্থা নেওয়া হবে। স্থানীয় বাসিন্দারা বলেন সমস্যার দ্রুত সমাধান চান তারা। এ বিষয়ে মন্ত্রণালয়ের পক্ষ থেকে একটি কমিটি গঠন করা হয়েছে যা আগামী সপ্তাহে প্রতিবেদন জমা দেবে। bbox=[100, 552, 260, 588]
masthead bbox=[20, 14, 632, 56]
article-body: রাজধানীর বিভিন্ন এলাকায় বৃহস্পতিবার সকাল থেকে বিকেল পর্যন্ত দফায় দফায় বৃষ্টি হয়েছে। আবহাওয়া অধিদপ্তর জানিয়েছে আগামী কয়েক দিন সারা দেশে বৃষ্টিপাতের প্রবণতা অব্যাহত থাকতে পারে। সংশ্লিষ্ট কর্মকর্তারা জানান পরিস্থিতি পর্যবেক্ষণ করা হচ্ছে এবং প্রয়োজনীয় ব্যবস্থা নেওয়া হবে। স্থানীয় বাসিন্দারা বলেন সমস্যার দ্রুত সমাধান চান তারা। এ বিষয়ে মন্ত্রণালয়ের পক্ষ থেকে একটি কমিটি গঠন করা হয়েছে যা আগামী সপ্তাহে প্রতিবেদন জমা দেবে। bbox=[524, 258, 632, 306]
article-body: রাজধানীর বিভিন্ন এলাকায় বৃহস্পতিবার সকাল থেকে বিকেল পর্যন্ত দফায় দফায় বৃষ্টি হয়েছে। আবহাওয়া অধিদপ্তর জানিয়েছে আগামী কয়েক দিন সারা দেশে বৃষ্টিপাতের প্রবণতা অব্যাহত থাকতে পারে। সংশ্লিষ্ট কর্মকর্তারা জানান পরিস্থিতি পর্যবেক্ষণ করা হচ্ছে এবং প্রয়োজনীয় ব্যবস্থা নেওয়া হবে। স্থানীয় বাসিন্দারা বলেন সমস্যার দ্রুত সমাধান চান তারা। এ বিষয়ে মন্ত্রণালয়ের পক্ষ থেকে একটি কমিটি গঠন করা হয়েছে যা আগামী সপ্তাহে প্রতিবেদন জমা দেবে। bbox=[268, 522, 363, 576]
headline: ভারতের নাম পরিবর্তন bbox=[135, 345, 225, 356]
story-theft bbox=[524, 632, 632, 812]
article-body: রাজধানীর বিভিন্ন এলাকায় বৃহস্পতিবার সকাল থেকে বিকেল পর্যন্ত দফায় দফায় বৃষ্টি হয়েছে। আবহাওয়া অধিদপ্তর জানিয়েছে আগামী কয়েক দিন সারা দেশে বৃষ্টিপাতের প্রবণতা অব্যাহত থাকতে পারে। সংশ্লিষ্ট কর্মকর্তারা জানান পরিস্থিতি পর্যবেক্ষণ করা হচ্ছে এবং প্রয়োজনীয় ব্যবস্থা নেওয়া হবে। স্থানীয় বাসিন্দারা বলেন সমস্যার দ্রুত সমাধান চান তারা। এ বিষয়ে মন্ত্রণালয়ের পক্ষ থেকে একটি কমিটি গঠন করা হয়েছে যা আগামী সপ্তাহে প্রতিবেদন জমা দেবে। bbox=[370, 108, 517, 144]
story-quader-sister bbox=[524, 62, 632, 222]
article-body: রাজধানীর বিভিন্ন এলাকায় বৃহস্পতিবার সকাল থেকে বিকেল পর্যন্ত দফায় দফায় বৃষ্টি হয়েছে। আবহাওয়া অধিদপ্তর জানিয়েছে আগামী কয়েক দিন সারা দেশে বৃষ্টিপাতের প্রবণতা অব্যাহত থাকতে পারে। সংশ্লিষ্ট কর্মকর্তারা জানান পরিস্থিতি পর্যবেক্ষণ করা হচ্ছে এবং প্রয়োজনীয় ব্যবস্থা নেওয়া হবে। স্থানীয় বাসিন্দারা বলেন সমস্যার দ্রুত সমাধান চান তারা। এ বিষয়ে মন্ত্রণালয়ের পক্ষ থেকে একটি কমিটি গঠন করা হয়েছে যা আগামী সপ্তাহে প্রতিবেদন জমা দেবে। bbox=[268, 668, 363, 722]
story-rizvi-cont bbox=[268, 226, 318, 346]
classified-ad: ভাড়া দেওয়া হবে : মিরপুর ১০ এ নতুন ফ্ল্যাট ভাড়া দেওয়া হবে। যোগাযোগ: ০১৭১০-০০০০০০ bbox=[20, 674, 94, 698]
story-credit bbox=[524, 518, 632, 628]
page-number: ২ bbox=[20, 22, 40, 42]
classified-section-4 bbox=[20, 894, 94, 970]
headline: উন্নয়নের ধারা অব্যাহত রাখতে হবে bbox=[278, 349, 353, 367]
classified-header: ক্রয়/বিক্রয়/ভাড়া bbox=[20, 318, 94, 333]
byline: নিজস্ব প্রতিবেদক bbox=[268, 370, 309, 378]
headline: মোবাইলফোনে টেলিটক bbox=[142, 61, 218, 70]
article-body: রাজধানীর বিভিন্ন এলাকায় বৃহস্পতিবার সকাল থেকে বিকেল পর্যন্ত দফায় দফায় বৃষ্টি হয়েছে। আবহাওয়া অধিদপ্তর জানিয়েছে আগামী কয়েক দিন সারা দেশে বৃষ্টিপাতের প্রবণতা অব্যাহত থাকতে পারে। সংশ্লিষ্ট কর্মকর্তারা জানান পরিস্থিতি পর্যবেক্ষণ করা হচ্ছে এবং প্রয়োজনীয় ব্যবস্থা নেওয়া হবে। স্থানীয় বাসিন্দারা বলেন সমস্যার দ্রুত সমাধান চান তারা। এ বিষয়ে মন্ত্রণালয়ের পক্ষ থেকে একটি কমিটি গঠন করা হয়েছে যা আগামী সপ্তাহে প্রতিবেদন জমা দেবে। bbox=[268, 576, 363, 630]
story-literacy bbox=[20, 64, 94, 234]
classified-ad: কর্মী আবশ্যক : প্রতিষ্ঠানে অভিজ্ঞ হিসাবরক্ষক প্রয়োজন। ০১৯১২-০০০০০০ bbox=[20, 648, 94, 672]
article-body: রাজধানীর বিভিন্ন এলাকায় বৃহস্পতিবার সকাল থেকে বিকেল পর্যন্ত দফায় দফায় বৃষ্টি হয়েছে। আবহাওয়া অধিদপ্তর জানিয়েছে আগামী কয়েক দিন সারা দেশে বৃষ্টিপাতের প্রবণতা অব্যাহত থাকতে পারে। সংশ্লিষ্ট কর্মকর্তারা জানান পরিস্থিতি পর্যবেক্ষণ করা হচ্ছে এবং প্রয়োজনীয় ব্যবস্থা নেওয়া হবে। স্থানীয় বাসিন্দারা বলেন সমস্যার দ্রুত সমাধান চান তারা। এ বিষয়ে মন্ত্রণালয়ের পক্ষ থেকে একটি কমিটি গঠন করা হয়েছে যা আগামী সপ্তাহে প্রতিবেদন জমা দেবে। bbox=[268, 830, 363, 884]
article-body: রাজধানীর বিভিন্ন এলাকায় বৃহস্পতিবার সকাল থেকে বিকেল পর্যন্ত দফায় দফায় বৃষ্টি হয়েছে। আবহাওয়া অধিদপ্তর জানিয়েছে আগামী কয়েক দিন সারা দেশে বৃষ্টিপাতের প্রবণতা অব্যাহত থাকতে পারে। সংশ্লিষ্ট কর্মকর্তারা জানান পরিস্থিতি পর্যবেক্ষণ করা হচ্ছে এবং প্রয়োজনীয় ব্যবস্থা নেওয়া হবে। স্থানীয় বাসিন্দারা বলেন সমস্যার দ্রুত সমাধান চান তারা। এ বিষয়ে মন্ত্রণালয়ের পক্ষ থেকে একটি কমিটি গঠন করা হয়েছে যা আগামী সপ্তাহে প্রতিবেদন জমা দেবে। bbox=[20, 107, 94, 179]
headline: যুবসমাজের ঐক্য প্রয়োজন : জাপাস bbox=[270, 503, 361, 521]
article-body: রাজধানীর বিভিন্ন এলাকায় বৃহস্পতিবার সকাল থেকে বিকেল পর্যন্ত দফায় দফায় বৃষ্টি হয়েছে। আবহাওয়া অধিদপ্তর জানিয়েছে আগামী কয়েক দিন সারা দেশে বৃষ্টিপাতের প্রবণতা অব্যাহত থাকতে পারে। সংশ্লিষ্ট কর্মকর্তারা জানান পরিস্থিতি পর্যবেক্ষণ করা হচ্ছে এবং প্রয়োজনীয় ব্যবস্থা নেওয়া হবে। স্থানীয় বাসিন্দারা বলেন সমস্যার দ্রুত সমাধান চান তারা। এ বিষয়ে মন্ত্রণালয়ের পক্ষ থেকে একটি কমিটি গঠন করা হয়েছে যা আগামী সপ্তাহে প্রতিবেদন জমা দেবে। bbox=[370, 483, 517, 519]
article-body: রাজধানীর বিভিন্ন এলাকায় বৃহস্পতিবার সকাল থেকে বিকেল পর্যন্ত দফায় দফায় বৃষ্টি হয়েছে। আবহাওয়া অধিদপ্তর জানিয়েছে আগামী কয়েক দিন সারা দেশে বৃষ্টিপাতের প্রবণতা অব্যাহত থাকতে পারে। সংশ্লিষ্ট কর্মকর্তারা জানান পরিস্থিতি পর্যবেক্ষণ করা হচ্ছে এবং প্রয়োজনীয় ব্যবস্থা নেওয়া হবে। স্থানীয় বাসিন্দারা বলেন সমস্যার দ্রুত সমাধান চান তারা। এ বিষয়ে মন্ত্রণালয়ের পক্ষ থেকে একটি কমিটি গঠন করা হয়েছে যা আগামী সপ্তাহে প্রতিবেদন জমা দেবে। bbox=[100, 190, 260, 226]
article-body: রাজধানীর বিভিন্ন এলাকায় বৃহস্পতিবার সকাল থেকে বিকেল পর্যন্ত দফায় দফায় বৃষ্টি হয়েছে। আবহাওয়া অধিদপ্তর জানিয়েছে আগামী কয়েক দিন সারা দেশে বৃষ্টিপাতের প্রবণতা অব্যাহত থাকতে পারে। সংশ্লিষ্ট কর্মকর্তারা জানান পরিস্থিতি পর্যবেক্ষণ করা হচ্ছে এবং প্রয়োজনীয় ব্যবস্থা নেওয়া হবে। স্থানীয় বাসিন্দারা বলেন সমস্যার দ্রুত সমাধান চান তারা। এ বিষয়ে মন্ত্রণালয়ের পক্ষ থেকে একটি কমিটি গঠন করা হয়েছে যা আগামী সপ্তাহে প্রতিবেদন জমা দেবে। bbox=[268, 153, 363, 207]
article-body: রাজধানীর বিভিন্ন এলাকায় বৃহস্পতিবার সকাল থেকে বিকেল পর্যন্ত দফায় দফায় বৃষ্টি হয়েছে। আবহাওয়া অধিদপ্তর জানিয়েছে আগামী কয়েক দিন সারা দেশে বৃষ্টিপাতের প্রবণতা অব্যাহত থাকতে পারে। সংশ্লিষ্ট কর্মকর্তারা জানান পরিস্থিতি পর্যবেক্ষণ করা হচ্ছে এবং প্রয়োজনীয় ব্যবস্থা নেওয়া হবে। স্থানীয় বাসিন্দারা বলেন সমস্যার দ্রুত সমাধান চান তারা। এ বিষয়ে মন্ত্রণালয়ের পক্ষ থেকে একটি কমিটি গঠন করা হয়েছে যা আগামী সপ্তাহে প্রতিবেদন জমা দেবে। bbox=[370, 144, 517, 180]
article-body: রাজধানীর বিভিন্ন এলাকায় বৃহস্পতিবার সকাল থেকে বিকেল পর্যন্ত দফায় দফায় বৃষ্টি হয়েছে। আবহাওয়া অধিদপ্তর জানিয়েছে আগামী কয়েক দিন সারা দেশে বৃষ্টিপাতের প্রবণতা অব্যাহত থাকতে পারে। সংশ্লিষ্ট কর্মকর্তারা জানান পরিস্থিতি পর্যবেক্ষণ করা হচ্ছে এবং প্রয়োজনীয় ব্যবস্থা নেওয়া হবে। স্থানীয় বাসিন্দারা বলেন সমস্যার দ্রুত সমাধান চান তারা। এ বিষয়ে মন্ত্রণালয়ের পক্ষ থেকে একটি কমিটি গঠন করা হয়েছে যা আগামী সপ্তাহে প্রতিবেদন জমা দেবে। bbox=[370, 447, 517, 483]
classified-ad: বিক্রয় : ঢাকা জেলার গ্রাম সাভারে তিন শতাংশ জমি বিক্রয় হবে। যোগাযোগ: ০১৯১০-০০০০০০ bbox=[20, 752, 94, 776]
story-land bbox=[370, 600, 517, 970]
classified-header: অবসান bbox=[20, 236, 94, 251]
tagline: প্রতিদিনের প্রতিটি মুহূর্তের আপডেট bbox=[559, 14, 630, 20]
